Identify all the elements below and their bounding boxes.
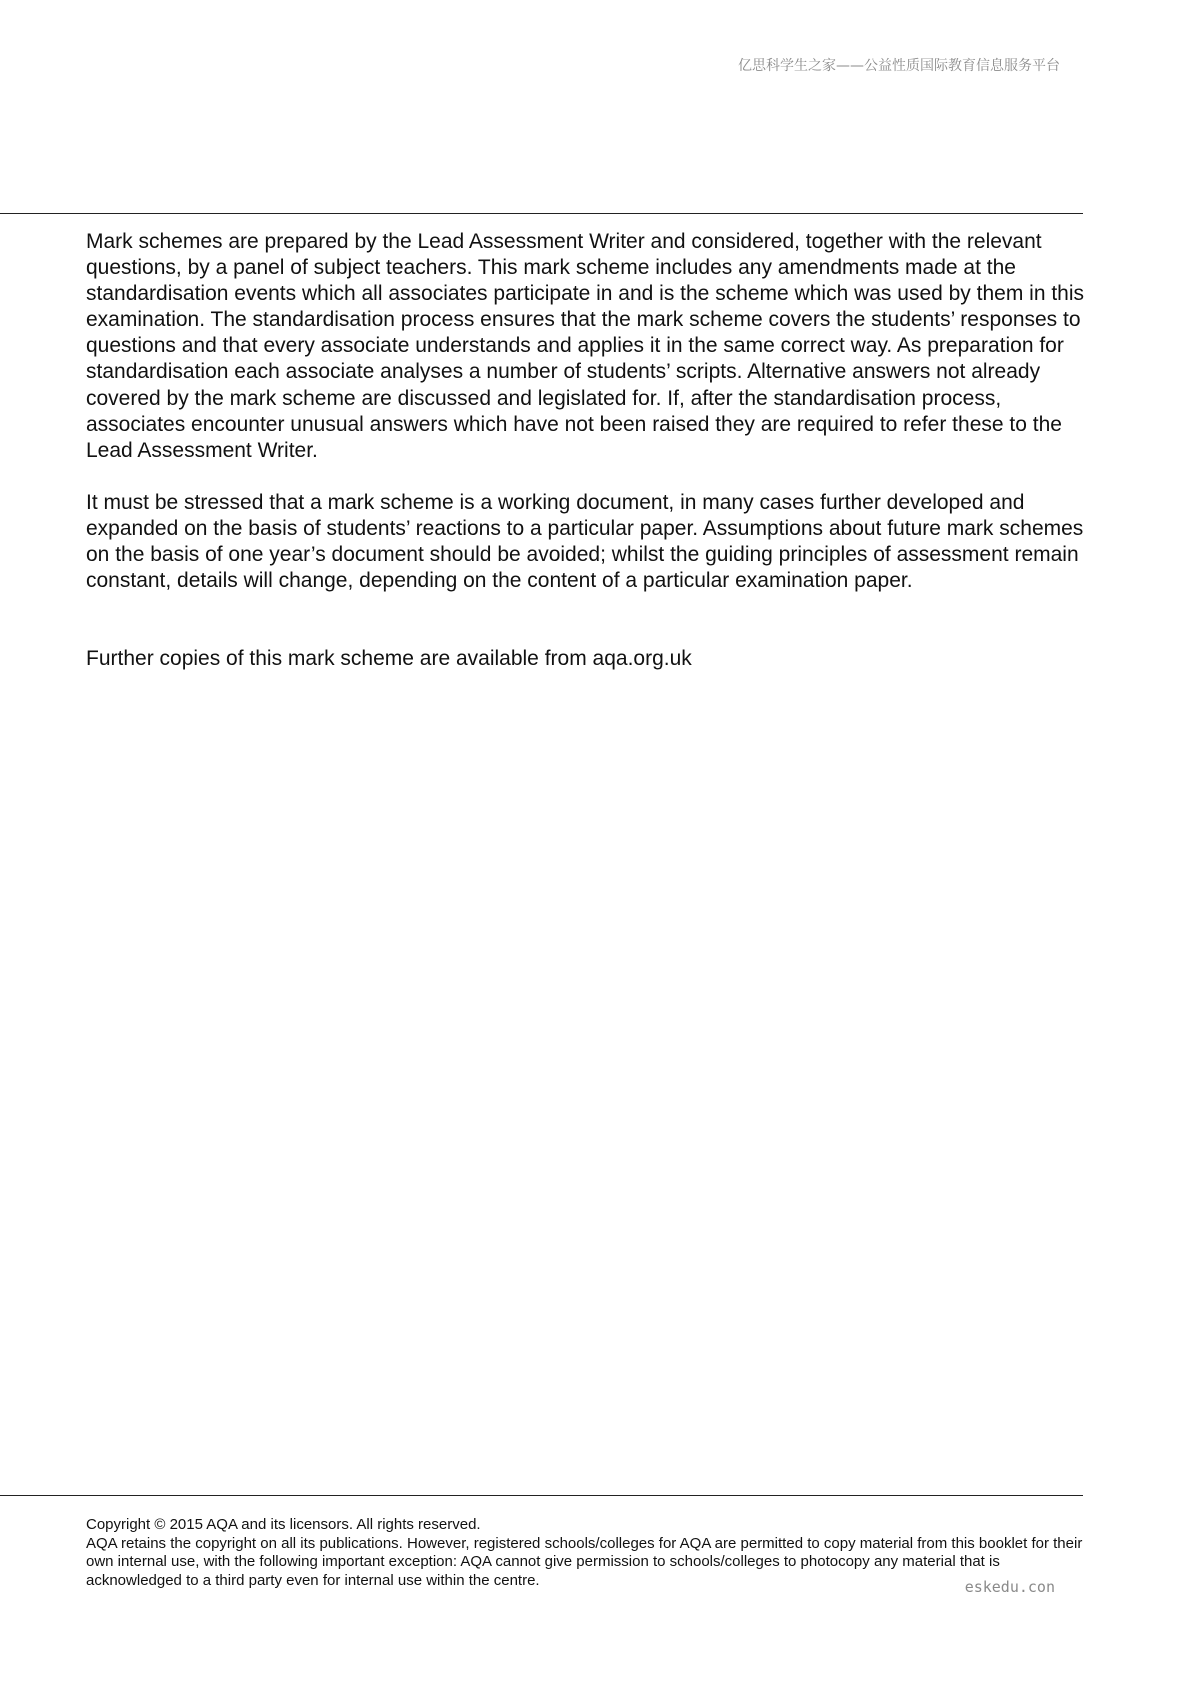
intro-paragraph: Mark schemes are prepared by the Lead Assessment Writer and considered, together with the relevant questions, by a panel of subject teachers. This mark scheme includes any amendments made at the standardisation events which all associates participate in and is the scheme which was used by them in this examination. The standardisation process ensures that the mark scheme covers the students’ responses to questions and that every associate understands and applies it in the same correct way. As preparation for standardisation each associate analyses a number of students’ scripts. Alternative answers not already covered by the mark scheme are discussed and legislated for. If, after the standardisation process, associates encounter unusual answers which have not been raised they are required to refer these to the Lead Assessment Writer. — [86, 230, 1085, 462]
top-divider — [0, 213, 1083, 214]
copyright-notice: AQA retains the copyright on all its publications. However, registered schools/colleges for AQA are permitted to copy material from this booklet for their own internal use, with the following important exception: AQA cannot give permission to schools/colleges to photocopy any material that is acknowledged to a third party even for internal use within the centre. — [86, 1534, 1083, 1589]
main-content — [86, 229, 1096, 698]
copyright-line: Copyright © 2015 AQA and its licensors. All rights reserved. — [86, 1516, 481, 1533]
further-copies-text: Further copies of this mark scheme are available from aqa.org.uk — [86, 647, 692, 671]
bottom-divider — [0, 1495, 1083, 1496]
working-document-paragraph: It must be stressed that a mark scheme is a working document, in many cases further developed and expanded on the basis of students’ reactions to a particular paper. Assumptions about future mark schemes on the basis of one year’s document should be avoided; whilst the guiding principles of assessment remain constant, details will change, depending on the content of a particular examination paper. — [86, 490, 1084, 593]
footer-watermark: eskedu.con — [964, 1578, 1055, 1596]
header-watermark: 亿思科学生之家——公益性质国际教育信息服务平台 — [738, 58, 1060, 74]
